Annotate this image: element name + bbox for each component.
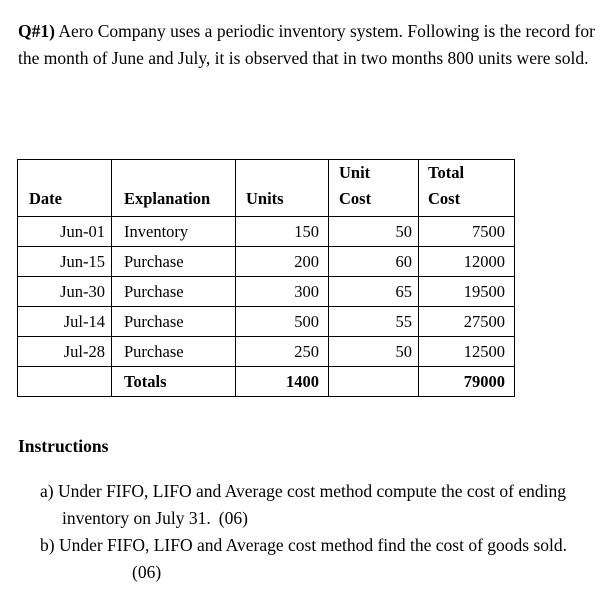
header-total-cost [419,160,515,217]
cell-units: 300 [236,277,329,307]
inventory-table [17,159,515,397]
instruction-item [40,532,600,586]
cell-units: 250 [236,337,329,367]
header-unit-cost [329,160,419,217]
header-unit-cost-line2: Cost [339,189,372,208]
cell-explanation: Inventory [112,217,236,247]
table-header-row [18,160,515,217]
table-row [18,277,515,307]
cell-units: 150 [236,217,329,247]
cell-total-cost: 19500 [419,277,515,307]
cell-total-cost: 27500 [419,307,515,337]
cell-date: Jun-30 [18,277,112,307]
question-label: Q#1) [18,21,55,41]
cell-units: 200 [236,247,329,277]
cell-empty [18,367,112,397]
totals-label: Totals [112,367,236,397]
cell-total-cost: 7500 [419,217,515,247]
cell-empty [329,367,419,397]
instruction-item [40,478,600,532]
totals-units: 1400 [236,367,329,397]
cell-explanation: Purchase [112,247,236,277]
cell-unit-cost: 60 [329,247,419,277]
cell-unit-cost: 50 [329,217,419,247]
cell-date: Jun-15 [18,247,112,277]
header-total-cost-line1: Total [428,163,465,182]
table-row [18,337,515,367]
totals-row [18,367,515,397]
cell-date: Jun-01 [18,217,112,247]
instructions-title: Instructions [18,436,109,456]
question-paragraph [18,18,598,72]
cell-total-cost: 12000 [419,247,515,277]
instructions-list [40,478,600,586]
cell-date: Jul-14 [18,307,112,337]
table-row [18,307,515,337]
cell-total-cost: 12500 [419,337,515,367]
header-unit-cost-line1: Unit [339,163,371,182]
instruction-points: (06) [218,508,248,528]
cell-units: 500 [236,307,329,337]
question-text: Aero Company uses a periodic inventory system. Following is the record for the month of June and July, it is observed that in two months 800 units were sold. [18,21,595,68]
instruction-points: (06) [132,562,162,582]
cell-explanation: Purchase [112,337,236,367]
cell-unit-cost: 50 [329,337,419,367]
header-date: Date [18,160,112,217]
header-explanation: Explanation [112,160,236,217]
cell-unit-cost: 55 [329,307,419,337]
cell-date: Jul-28 [18,337,112,367]
cell-explanation: Purchase [112,277,236,307]
header-units: Units [236,160,329,217]
header-total-cost-line2: Cost [428,189,461,208]
table-row [18,217,515,247]
cell-explanation: Purchase [112,307,236,337]
instruction-text: a) Under FIFO, LIFO and Average cost method compute the cost of ending inventory on July 31. [40,481,567,528]
instruction-text: b) Under FIFO, LIFO and Average cost method find the cost of goods sold. [40,535,568,555]
cell-unit-cost: 65 [329,277,419,307]
totals-total-cost: 79000 [419,367,515,397]
table-row [18,247,515,277]
